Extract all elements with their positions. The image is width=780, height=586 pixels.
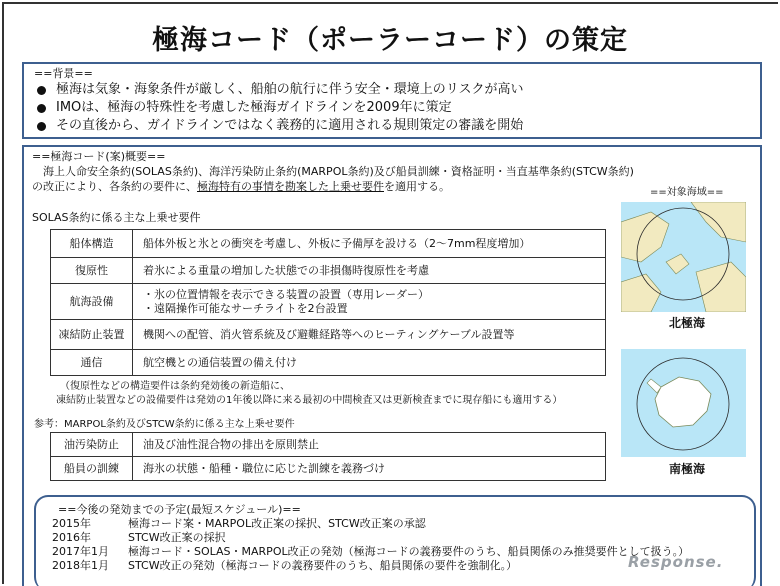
table-row: 凍結防止装置 機関への配管、消火管系統及び避難経路等へのヒーティングケーブル設置等 <box>51 320 606 350</box>
table-row: 船体構造 船体外板と氷との衝突を考慮し、外板に予備厚を設ける（2～7mm程度増加） <box>51 230 606 258</box>
schedule-row: 2018年1月 STCW改正の発効（極海コードの義務要件のうち、船員関係の要件を強制化。） <box>52 559 518 572</box>
solas-table <box>50 229 606 376</box>
schedule-row: 2015年 極海コード案・MARPOL改正案の採択、STCW改正案の承認 <box>52 517 426 530</box>
solas-heading: SOLAS条約に係る主な上乗せ要件 <box>32 211 201 224</box>
schedule-row: 2016年 STCW改正案の採択 <box>52 531 226 544</box>
bullet-icon <box>37 86 46 95</box>
background-bullet: IMOは、極海の特殊性を考慮した極海ガイドラインを2009年に策定 <box>34 99 750 117</box>
solas-note: （復原性などの構造要件は条約発効後の新造船に、 凍結防止装置などの設備要件は発効の1年後以降に来る最初の中間検査又は更新検査までに現存船にも適用する） <box>56 381 563 406</box>
table-row: 航海設備 ・氷の位置情報を表示できる装置の設置（専用レーダー） ・遠隔操作可能なサーチライトを2台設置 <box>51 284 606 320</box>
table-row: 油汚染防止 油及び油性混合物の排出を原則禁止 <box>51 433 606 457</box>
overview-text: 海上人命安全条約(SOLAS条約)、海洋汚染防止条約(MARPOL条約)及び船員訓練・資格証明・当直基準条約(STCW条約)の改正により、各条約の要件に、極海特有の事情を勘案した上乗せ要件を適用する。 <box>32 165 634 193</box>
background-heading: ==背景== <box>34 67 93 80</box>
background-box <box>22 62 762 139</box>
schedule-heading: ==今後の発効までの予定(最短スケジュール)== <box>58 503 301 516</box>
overview-underlined: 極海特有の事情を勘案した上乗せ要件 <box>197 180 384 193</box>
antarctic-caption: 南極海 <box>669 462 706 476</box>
antarctic-map-image <box>621 349 746 457</box>
arctic-caption: 北極海 <box>669 316 706 330</box>
bullet-icon <box>37 104 46 113</box>
table-row: 通信 航空機との通信装置の備え付け <box>51 350 606 376</box>
bullet-icon <box>37 122 46 131</box>
marpol-table <box>50 432 606 481</box>
overview-box <box>22 145 762 586</box>
background-list <box>34 81 750 135</box>
overview-heading: ==極海コード(案)概要== <box>32 150 166 163</box>
maps-heading: ==対象海域== <box>650 187 724 198</box>
background-bullet: 極海は気象・海象条件が厳しく、船舶の航行に伴う安全・環境上のリスクが高い <box>34 81 750 99</box>
page-title: 極海コード（ポーラーコード）の策定 <box>152 25 628 56</box>
background-bullet: その直後から、ガイドラインではなく義務的に適用される規則策定の審議を開始 <box>34 117 750 135</box>
marpol-heading: 参考：MARPOL条約及びSTCW条約に係る主な上乗せ要件 <box>34 419 295 430</box>
arctic-map-image <box>621 202 746 312</box>
table-row: 復原性 着氷による重量の増加した状態での非損傷時復原性を考慮 <box>51 258 606 284</box>
schedule-row: 2017年1月 極海コード・SOLAS・MARPOL改正の発効（極海コードの義務要件のうち、船員関係のみ推奨要件として扱う。） <box>52 545 690 558</box>
schedule-box <box>34 495 756 586</box>
response-watermark: Response. <box>628 553 724 571</box>
table-row: 船員の訓練 海氷の状態・船種・職位に応じた訓練を義務づけ <box>51 457 606 481</box>
